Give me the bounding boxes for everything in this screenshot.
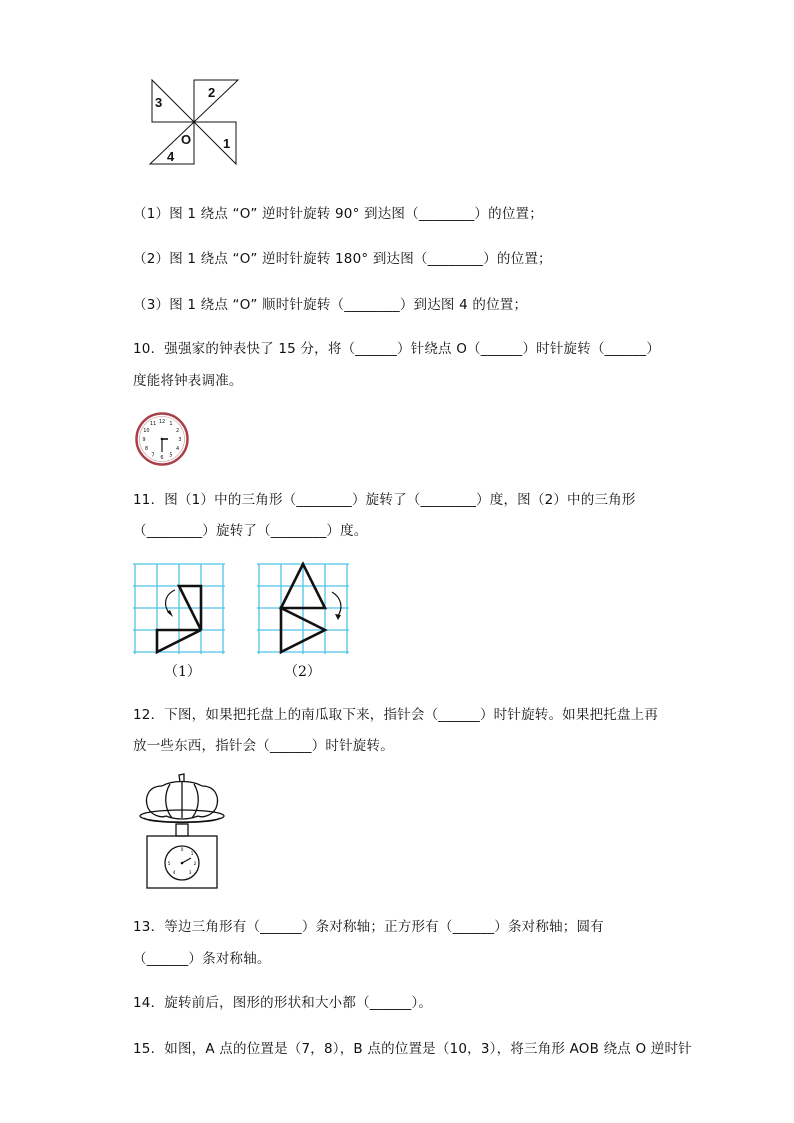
q10-line-2: 度能将钟表调准。 xyxy=(133,373,243,389)
q13-line-1: 13．等边三角形有（______）条对称轴；正方形有（______）条对称轴；圆有 xyxy=(133,919,604,935)
pinwheel-label-3: 3 xyxy=(155,95,163,110)
clock-numeral: 11 xyxy=(149,421,157,428)
pinwheel-label-4: 4 xyxy=(167,149,175,164)
q9-line-1: （1）图 1 绕点 “O” 逆时针旋转 90° 到达图（________）的位置； xyxy=(133,206,543,222)
q11-line-1: 11．图（1）中的三角形（________）旋转了（________）度，图（2）中的三角形 xyxy=(133,492,636,508)
grid-figure-2-caption: （2） xyxy=(284,664,321,680)
svg-text:3: 3 xyxy=(188,871,192,876)
clock-numeral: 10 xyxy=(143,427,150,434)
clock-numeral: 12 xyxy=(158,418,166,425)
grid-figure-1-caption: （1） xyxy=(164,664,201,680)
pinwheel-center-label: O xyxy=(181,132,192,147)
clock-numeral: 1 xyxy=(169,421,173,428)
q11-line-2: （________）旋转了（________）度。 xyxy=(133,523,368,539)
svg-text:4: 4 xyxy=(172,871,176,876)
scale-with-pumpkin-figure xyxy=(136,772,228,892)
clock-figure xyxy=(135,412,189,466)
q14-line-1: 14．旋转前后，图形的形状和大小都（______）。 xyxy=(133,995,433,1011)
clock-numeral: 6 xyxy=(160,454,164,461)
clock-numeral: 9 xyxy=(142,436,146,443)
svg-text:5: 5 xyxy=(167,862,171,867)
clock-numeral: 7 xyxy=(151,452,155,459)
grid-figure-1 xyxy=(132,562,228,682)
svg-text:0: 0 xyxy=(180,848,184,853)
q10-line-1: 10．强强家的钟表快了 15 分，将（______）针绕点 O（______）时针旋转（______） xyxy=(133,341,661,357)
clock-numeral: 5 xyxy=(169,452,173,459)
q12-line-2: 放一些东西，指针会（______）时针旋转。 xyxy=(133,738,394,754)
q9-line-3: （3）图 1 绕点 “O” 顺时针旋转（________）到达图 4 的位置； xyxy=(133,297,528,313)
clock-numeral: 3 xyxy=(178,436,182,443)
q12-line-1: 12．下图，如果把托盘上的南瓜取下来，指针会（______）时针旋转。如果把托盘上再 xyxy=(133,707,659,723)
pinwheel-label-2: 2 xyxy=(208,85,216,100)
svg-text:2: 2 xyxy=(193,862,197,867)
grid-figure-2 xyxy=(256,562,352,682)
q9-line-2: （2）图 1 绕点 “O” 逆时针旋转 180° 到达图（________）的位置； xyxy=(133,251,552,267)
clock-numeral: 2 xyxy=(175,427,180,434)
q15-line-1: 15．如图，A 点的位置是（7，8），B 点的位置是（10，3），将三角形 AOB 绕点 O 逆时针 xyxy=(133,1041,692,1057)
clock-numeral: 4 xyxy=(175,445,180,452)
q13-line-2: （______）条对称轴。 xyxy=(133,951,271,967)
pinwheel-figure xyxy=(148,78,240,166)
svg-text:1: 1 xyxy=(190,852,194,857)
pinwheel-label-1: 1 xyxy=(223,136,231,151)
clock-numeral: 8 xyxy=(144,445,149,452)
